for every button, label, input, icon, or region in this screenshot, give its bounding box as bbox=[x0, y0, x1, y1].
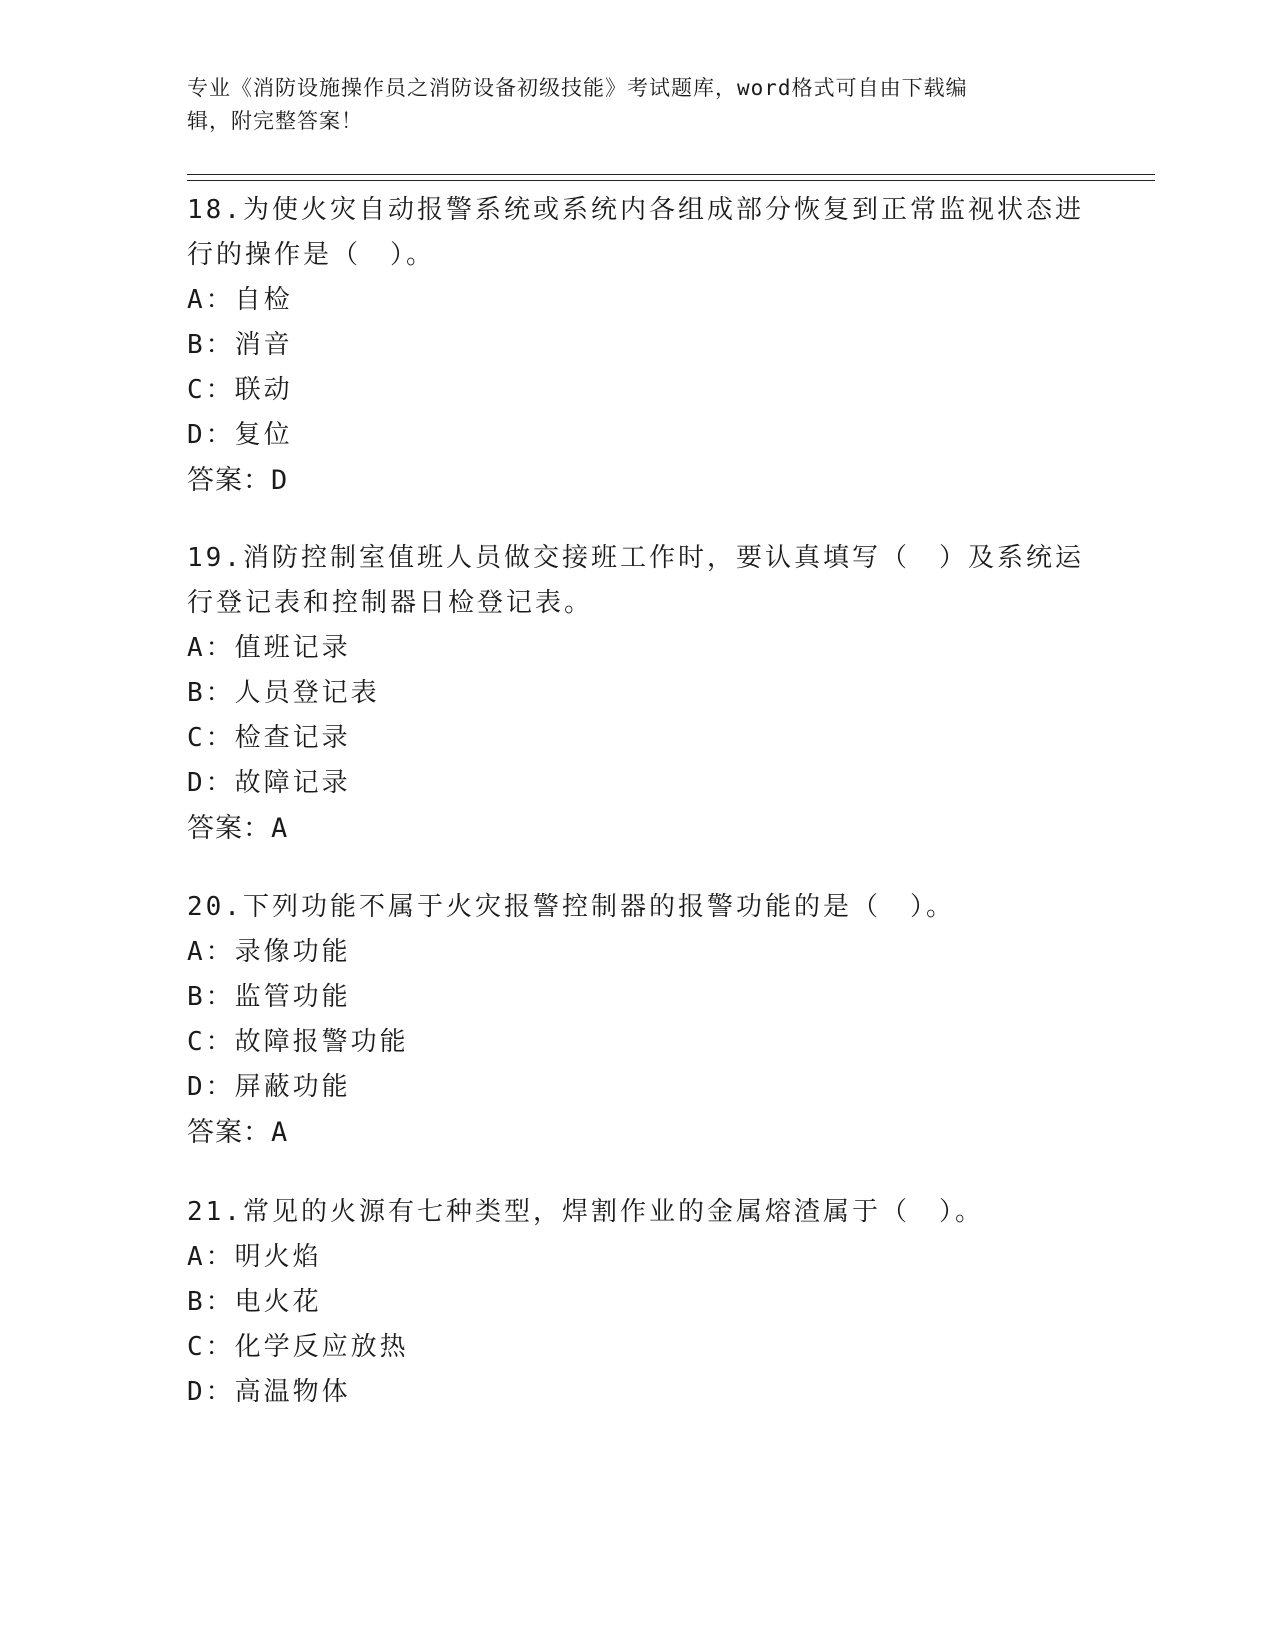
option-d: D：故障记录 bbox=[187, 768, 351, 798]
option-c: C：故障报警功能 bbox=[187, 1027, 409, 1057]
option-d: D：屏蔽功能 bbox=[187, 1072, 351, 1102]
option-a: A：录像功能 bbox=[187, 937, 351, 967]
option-b: B：监管功能 bbox=[187, 982, 351, 1012]
question-18 bbox=[187, 188, 1084, 503]
option-c: C：化学反应放热 bbox=[187, 1332, 409, 1362]
option-a: A：值班记录 bbox=[187, 633, 351, 663]
answer: 答案：A bbox=[187, 813, 289, 844]
question-19 bbox=[187, 536, 1084, 851]
question-text-line: 21.常见的火源有七种类型，焊割作业的金属熔渣属于（ ）。 bbox=[187, 1197, 984, 1227]
header-line-2: 辑，附完整答案！ bbox=[187, 109, 363, 133]
header-line-1: 专业《消防设施操作员之消防设备初级技能》考试题库，word格式可自由下载编 bbox=[187, 76, 968, 100]
question-text-line: 行的操作是（ ）。 bbox=[187, 240, 436, 270]
option-d: D：复位 bbox=[187, 420, 293, 450]
question-text-line: 20.下列功能不属于火灾报警控制器的报警功能的是（ ）。 bbox=[187, 892, 955, 922]
question-text-line: 19.消防控制室值班人员做交接班工作时，要认真填写（ ）及系统运 bbox=[187, 543, 1084, 573]
header-divider-top bbox=[187, 174, 1155, 175]
option-b: B：人员登记表 bbox=[187, 678, 380, 708]
option-c: C：联动 bbox=[187, 375, 293, 405]
question-20 bbox=[187, 885, 955, 1155]
question-text-line: 行登记表和控制器日检登记表。 bbox=[187, 588, 594, 618]
header-divider-bottom bbox=[187, 180, 1155, 181]
question-text-line: 18.为使火灾自动报警系统或系统内各组成部分恢复到正常监视状态进 bbox=[187, 195, 1084, 225]
answer: 答案：D bbox=[187, 465, 289, 496]
question-21 bbox=[187, 1190, 984, 1415]
option-a: A：明火焰 bbox=[187, 1242, 322, 1272]
document-header bbox=[187, 72, 1077, 138]
answer: 答案：A bbox=[187, 1117, 289, 1148]
option-b: B：消音 bbox=[187, 330, 293, 360]
option-b: B：电火花 bbox=[187, 1287, 322, 1317]
option-a: A：自检 bbox=[187, 285, 293, 315]
option-d: D：高温物体 bbox=[187, 1377, 351, 1407]
option-c: C：检查记录 bbox=[187, 723, 351, 753]
